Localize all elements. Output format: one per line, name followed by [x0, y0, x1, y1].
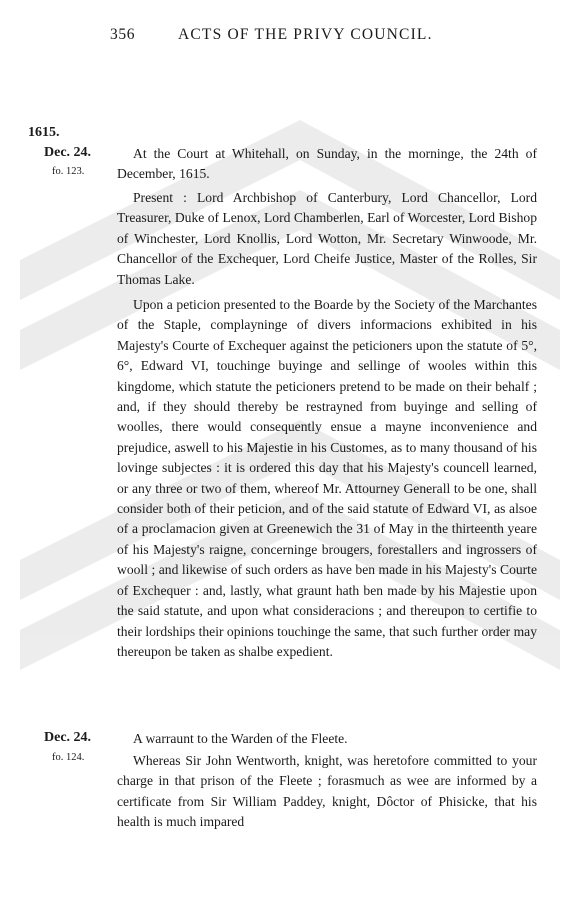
entry-2-body: Whereas Sir John Wentworth, knight, was heretofore committed to your charge in that prison of the Fleete ; forasmuch as wee are informed by a certificate from Sir William Paddey, knight, Dôctor of Phisicke, that his health is much impared — [117, 753, 537, 830]
margin-folio-entry-1: fo. 123. — [52, 166, 85, 177]
page-number: 356 — [110, 26, 136, 43]
margin-date-entry-1: Dec. 24. — [44, 145, 92, 160]
entry-1-heading: At the Court at Whitehall, on Sunday, in the morninge, the 24th of December, 1615. — [117, 146, 537, 182]
entry-1-body: Upon a peticion presented to the Boarde by the Society of the Marchantes of the Staple, complayninge of divers informacions exhibited in his Majesty's Courte of Exchequer against the peticioners upon the statute of 5°, 6°, Edward VI, touchinge buyinge and sellinge of wooles within this kingdome, which statute the peticioners pretend to be made on their behalf ; and, if they should thereby be restrayned from buyinge and selling of woolles, there would consequently ensue a mayne inconvenience and prejudice, aswell to his Majestie in his Customes, as to many thousand of his lovinge subjectes : it is ordered this day that his Majesty's councell learned, or any three or two of them, whereof Mr. Attourney Generall to be one, shall consider both of their peticion, and of the said statute of Edward VI, as alsoe of a proclamacion given at Greenewich the 31 of May in the thirteenth yeare of his Majesty's raigne, concerninge brougers, forestallers and ingrossers of wooll ; and likewise of such orders as have ben made in his Majesty's Courte of Exchequer : and, lastly, what graunt hath ben made by his Majestie upon the said statute, and upon what consideracions ; and thereupon to certifie to their lordships their opinions touchinge the same, that such further order may thereupon be taken as shalbe expedient. — [117, 297, 537, 659]
running-header — [110, 26, 540, 46]
margin-year: 1615. — [28, 125, 60, 140]
margin-folio-entry-2: fo. 124. — [52, 752, 85, 763]
entry-1-present-list: Present : Lord Archbishop of Canterbury, Lord Chancellor, Lord Treasurer, Duke of Lenox, Lord Chamberlen, Earl of Worcester, Lord Bishop of Winchester, Lord Knollis, Lord Wotton, Mr. Secretary Winwoode, Mr. Chancellor of the Exchequer, Lord Cheife Justice, Master of the Rolles, Sir Thomas Lake. — [117, 190, 537, 287]
entry-2-heading: A warraunt to the Warden of the Fleete. — [133, 731, 348, 746]
running-title: ACTS OF THE PRIVY COUNCIL. — [178, 26, 433, 43]
margin-date-entry-2: Dec. 24. — [44, 730, 92, 745]
